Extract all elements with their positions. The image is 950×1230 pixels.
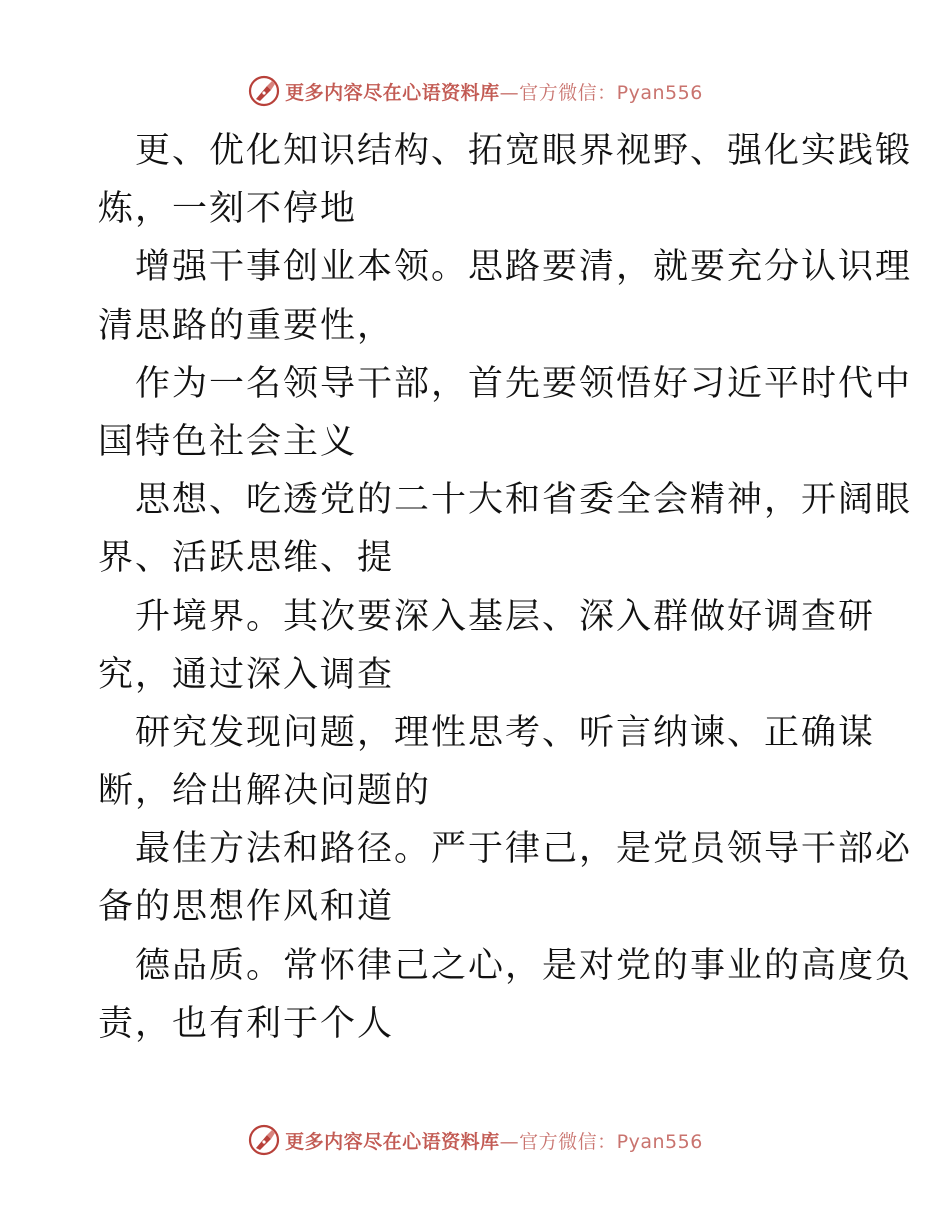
- body-line: 思想、吃透党的二十大和省委全会精神，开阔眼: [135, 480, 913, 521]
- body-line: 究，通过深入调查: [98, 654, 395, 695]
- footer-banner-text: 更多内容尽在心语资料库—官方微信：Pyan556: [285, 1130, 703, 1153]
- body-line: 清思路的重要性，: [98, 305, 395, 346]
- body-line: 德品质。常怀律己之心，是对党的事业的高度负: [135, 945, 913, 986]
- pen-nib-logo-icon: [247, 1123, 281, 1157]
- body-line: 断，给出解决问题的: [98, 771, 432, 812]
- body-line: 界、活跃思维、提: [98, 538, 395, 579]
- header-banner-text: 更多内容尽在心语资料库—官方微信：Pyan556: [285, 81, 703, 104]
- document-body: [98, 122, 913, 1053]
- body-line: 更、优化知识结构、拓宽眼界视野、强化实践锻: [135, 131, 913, 171]
- body-line: 作为一名领导干部，首先要领悟好习近平时代中: [135, 363, 913, 404]
- body-line: 研究发现问题，理性思考、听言纳谏、正确谋: [135, 712, 876, 753]
- body-line: 备的思想作风和道: [98, 887, 395, 928]
- body-line: 最佳方法和路径。严于律己，是党员领导干部必: [135, 829, 913, 870]
- body-line: 升境界。其次要深入基层、深入群做好调查研: [135, 596, 876, 637]
- header-banner: [0, 69, 950, 113]
- body-line: 增强干事创业本领。思路要清，就要充分认识理: [135, 247, 913, 288]
- body-line: 国特色社会主义: [98, 421, 358, 462]
- footer-banner: [0, 1118, 950, 1162]
- body-line: 炼，一刻不停地: [98, 189, 358, 230]
- pen-nib-logo-icon: [247, 74, 281, 108]
- body-line: 责，也有利于个人: [98, 1003, 395, 1044]
